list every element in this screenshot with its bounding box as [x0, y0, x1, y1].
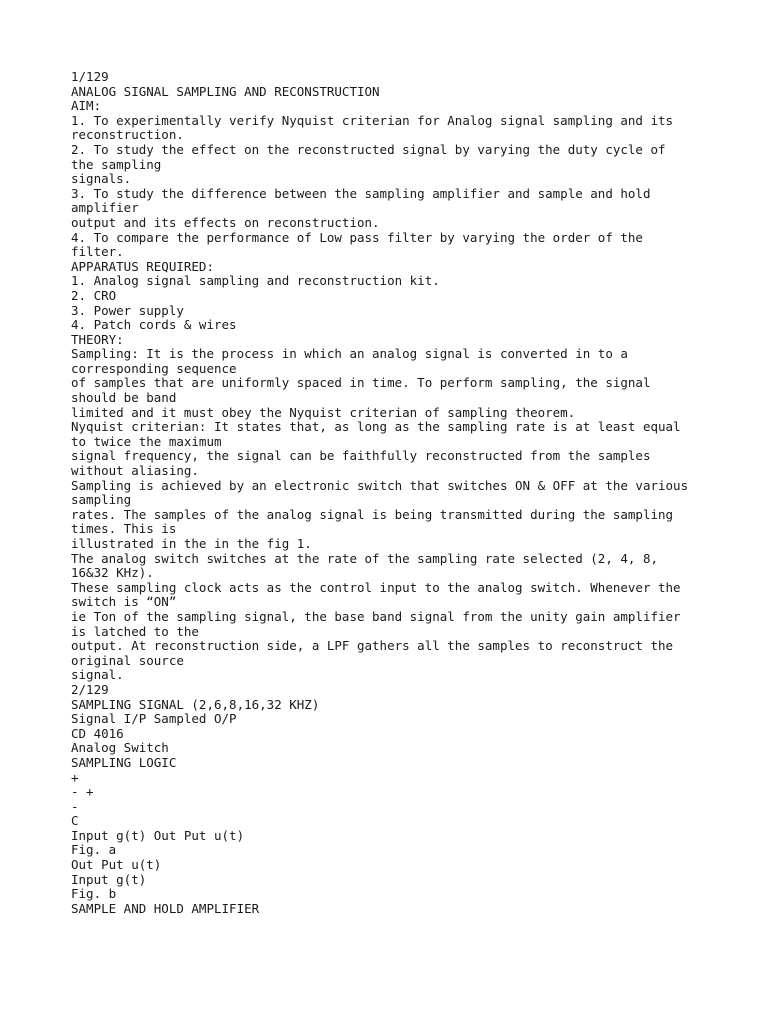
- text-line: Fig. a: [71, 842, 117, 858]
- text-line: ANALOG SIGNAL SAMPLING AND RECONSTRUCTION: [71, 83, 380, 99]
- text-line: SAMPLE AND HOLD AMPLIFIER: [71, 900, 260, 916]
- text-line: should be band: [71, 390, 177, 406]
- text-line: Sampling is achieved by an electronic switch that switches ON & OFF at the various: [71, 477, 689, 493]
- text-line: 1. Analog signal sampling and reconstruction kit.: [71, 273, 440, 289]
- text-line: Input g(t) Out Put u(t): [71, 827, 245, 843]
- text-line: 3. To study the difference between the sampling amplifier and sample and hold: [71, 185, 651, 201]
- text-line: - +: [71, 784, 94, 800]
- text-line: ie Ton of the sampling signal, the base band signal from the unity gain amplifier: [71, 608, 681, 624]
- text-line: Analog Switch: [71, 740, 169, 756]
- text-line: 3. Power supply: [71, 302, 184, 318]
- text-line: AIM:: [71, 98, 102, 114]
- text-line: 4. Patch cords & wires: [71, 317, 237, 333]
- text-line: These sampling clock acts as the control input to the analog switch. Whenever the: [71, 579, 681, 595]
- text-line: Out Put u(t): [71, 857, 162, 873]
- text-line: output. At reconstruction side, a LPF gathers all the samples to reconstruct the: [71, 638, 674, 654]
- text-line: to twice the maximum: [71, 433, 222, 449]
- text-line: output and its effects on reconstruction.: [71, 214, 380, 230]
- text-line: Nyquist criterian: It states that, as long as the sampling rate is at least equal: [71, 419, 681, 435]
- text-line: corresponding sequence: [71, 360, 237, 376]
- text-line: 16&32 KHz).: [71, 565, 154, 581]
- text-line: Input g(t): [71, 871, 147, 887]
- text-line: The analog switch switches at the rate of the sampling rate selected (2, 4, 8,: [71, 550, 658, 566]
- text-line: C: [71, 813, 79, 829]
- text-line: is latched to the: [71, 623, 199, 639]
- text-line: Sampling: It is the process in which an analog signal is converted in to a: [71, 346, 628, 362]
- text-line: signal frequency, the signal can be faithfully reconstructed from the samples: [71, 448, 651, 464]
- text-line: rates. The samples of the analog signal is being transmitted during the sampling: [71, 506, 674, 522]
- text-line: the sampling: [71, 156, 162, 172]
- text-line: times. This is: [71, 521, 177, 537]
- text-line: 2. CRO: [71, 287, 117, 303]
- text-line: illustrated in the in the fig 1.: [71, 536, 312, 551]
- text-line: amplifier: [71, 200, 139, 216]
- text-line: SAMPLING LOGIC: [71, 754, 177, 770]
- text-line: without aliasing.: [71, 463, 199, 479]
- text-line: 1/129: [71, 69, 109, 84]
- text-line: 1. To experimentally verify Nyquist criterian for Analog signal sampling and its: [71, 112, 674, 128]
- text-line: limited and it must obey the Nyquist criterian of sampling theorem.: [71, 404, 576, 420]
- text-line: Fig. b: [71, 886, 117, 902]
- text-line: THEORY:: [71, 331, 124, 347]
- text-line: -: [71, 798, 79, 814]
- text-line: SAMPLING SIGNAL (2,6,8,16,32 KHZ): [71, 696, 320, 712]
- text-line: original source: [71, 652, 184, 668]
- text-line: of samples that are uniformly spaced in time. To perform sampling, the signal: [71, 375, 651, 391]
- text-line: APPARATUS REQUIRED:: [71, 258, 214, 274]
- text-line: Signal I/P Sampled O/P: [71, 711, 237, 727]
- text-line: 4. To compare the performance of Low pass filter by varying the order of the: [71, 229, 643, 245]
- text-line: CD 4016: [71, 725, 124, 741]
- text-line: signal.: [71, 667, 124, 683]
- text-line: 2/129: [71, 681, 109, 697]
- document-body: [71, 70, 751, 916]
- text-line: 2. To study the effect on the reconstructed signal by varying the duty cycle of: [71, 141, 666, 157]
- text-line: +: [71, 769, 79, 785]
- text-line: reconstruction.: [71, 127, 184, 143]
- text-line: signals.: [71, 171, 132, 187]
- text-line: filter.: [71, 244, 124, 260]
- text-line: sampling: [71, 492, 132, 508]
- text-line: switch is “ON”: [71, 594, 177, 610]
